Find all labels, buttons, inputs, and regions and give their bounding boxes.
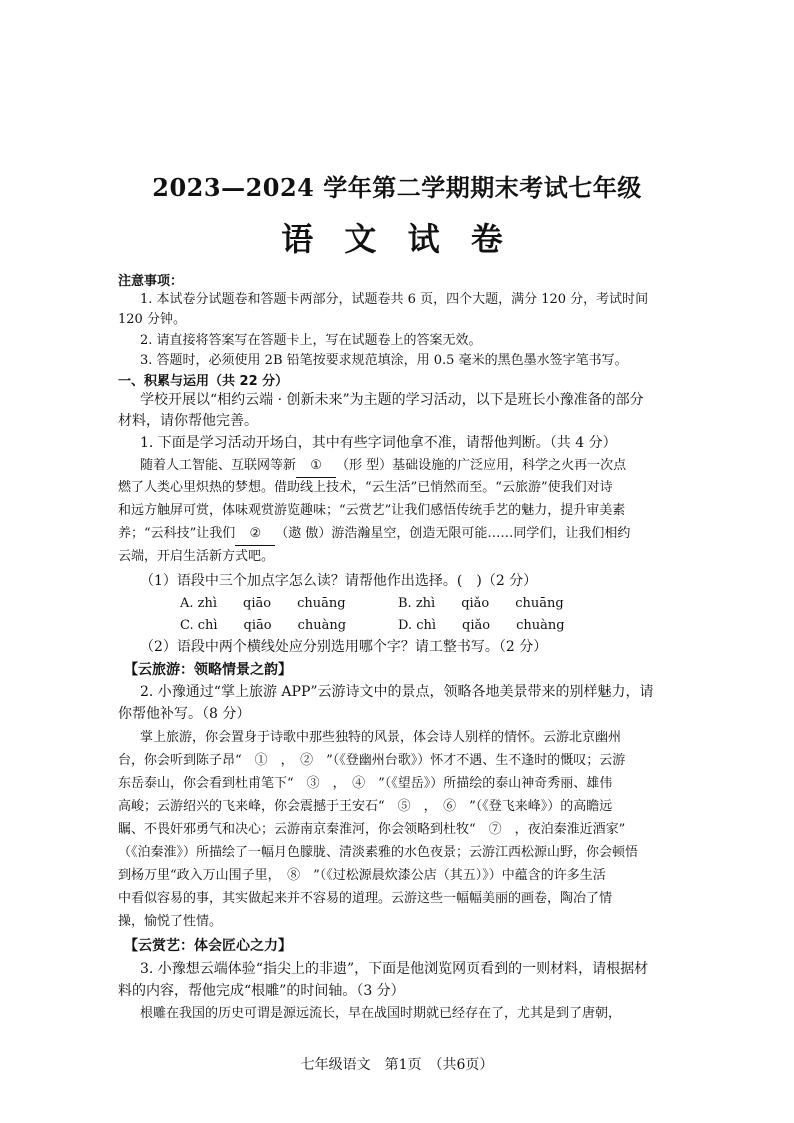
option-b: B. zhì qiǎo chuāng [398,596,564,611]
q2-passage-line: 东岳泰山，你会看到杜甫笔下“ ③ ， ④ ”（《望岳》）所描绘的泰山神奇秀丽、雄伟 [118,776,613,791]
notice-item: 3. 答题时，必须使用 2B 铅笔按要求规范填涂，用 0.5 毫米的黑色墨水签字笔书写。 [140,353,628,368]
section-intro: 学校开展以“相约云端 · 创新未来”为主题的学习活动，以下是班长小豫准备的部分 [140,392,644,408]
option-a: A. zhì qiāo chuāng [180,596,346,611]
q1-passage-line: 云端，开启生活新方式吧。 [118,549,275,564]
q1-sub2: （2）语段中两个横线处应分别选用哪个字？请工整书写。（2 分） [140,639,548,655]
option-c: C. chì qiāo chuàng [180,618,347,633]
q2-passage-line: 高峻；云游绍兴的飞来峰，你会震撼于王安石“ ⑤ ， ⑥ ”（《登飞来峰》）的高瞻远 [118,799,613,814]
q1-passage-line: 和远方触屏可赏，体味观赏游览趣味；“云赏艺”让我们感悟传统手艺的魅力，提升审美素 [118,503,626,518]
q2-passage-line: （《泊秦淮》）所描绘了一幅月色朦胧、清淡素雅的水色夜景；云游江西松源山野，你会顿悟 [118,845,639,860]
notice-item: 1. 本试卷分试题卷和答题卡两部分，试题卷共 6 页，四个大题，满分 120 分，考试时间 [140,292,649,307]
section-intro: 材料，请你帮他完善。 [118,413,258,429]
section-tag-travel: 【云旅游：领略情景之韵】 [124,662,292,678]
option-d: D. chì qiǎo chuàng [398,618,565,633]
q2-passage-line: 到杨万里“政入万山围子里， ⑧ ”（《过松源晨炊漆公店（其五）》）中蕴含的许多生活 [118,868,606,883]
q2-passage-line: 掌上旅游，你会置身于诗歌中那些独特的风景，体会诗人别样的情怀。云游北京幽州 [140,730,622,745]
q1-passage-line: 燃了人类心里炽热的梦想。借助线上技术，“云生活”已悄然而至。“云旅游”使我们对诗 [118,480,613,495]
blank-1: ① [296,455,336,478]
page-footer: 七年级语文 第1页 （共6页） [300,1057,494,1073]
notice-item: 120 分钟。 [118,312,186,327]
q1-passage-line: 随着人工智能、互联网等新 ① （形 型）基础设施的广泛应用，科学之火再一次点 [140,455,626,478]
question-3-stem: 料的内容，帮他完成“根雕”的时间轴。（3 分） [118,983,405,999]
notice-item: 2. 请直接将答案写在答题卡上，写在试题卷上的答案无效。 [140,333,482,348]
question-2-stem: 2. 小豫通过“掌上旅游 APP”云游诗文中的景点，领略各地美景带来的别样魅力，请 [140,684,654,700]
notice-heading: 注意事项： [118,274,184,289]
question-3-stem: 3. 小豫想云端体验“指尖上的非遗”，下面是他浏览网页看到的一则材料，请根据材 [140,961,649,977]
q3-passage-line: 根雕在我国的历史可谓是源远流长，早在战国时期就已经存在了，尤其是到了唐朝， [140,1006,622,1021]
section-heading: 一、积累与运用（共 22 分） [118,374,289,389]
section-tag-art: 【云赏艺：体会匠心之力】 [124,938,292,954]
question-1-stem: 1. 下面是学习活动开场白，其中有些字词他拿不准，请帮他判断。（共 4 分） [140,435,617,451]
q2-passage-line: 操，愉悦了性情。 [118,914,223,929]
q1-passage-line: 养；“云科技”让我们 ② （遨 傲）游浩瀚星空，创造无限可能……同学们，让我们相约 [118,523,630,546]
blank-2: ② [235,523,275,546]
q2-passage-line: 瞩、不畏奸邪勇气和决心；云游南京秦淮河，你会领略到杜牧“ ⑦ ，夜泊秦淮近酒家” [118,822,626,837]
exam-title: 2023—2024 学年第二学期期末考试七年级 [152,173,642,202]
q1-sub1: （1）语段中三个加点字怎么读？请帮他作出选择。( )（2 分） [140,573,538,589]
exam-subtitle: 语 文 试 卷 [281,220,513,258]
q2-passage-line: 中看似容易的事，其实做起来并不容易的道理。云游这些一幅幅美丽的画卷，陶冶了情 [118,891,613,906]
question-2-stem: 你帮他补写。（8 分） [118,706,251,722]
q2-passage-line: 台，你会听到陈子昂“ ① ， ② ”（《登幽州台歌》）怀才不遇、生不逢时的慨叹；云游 [118,753,626,768]
